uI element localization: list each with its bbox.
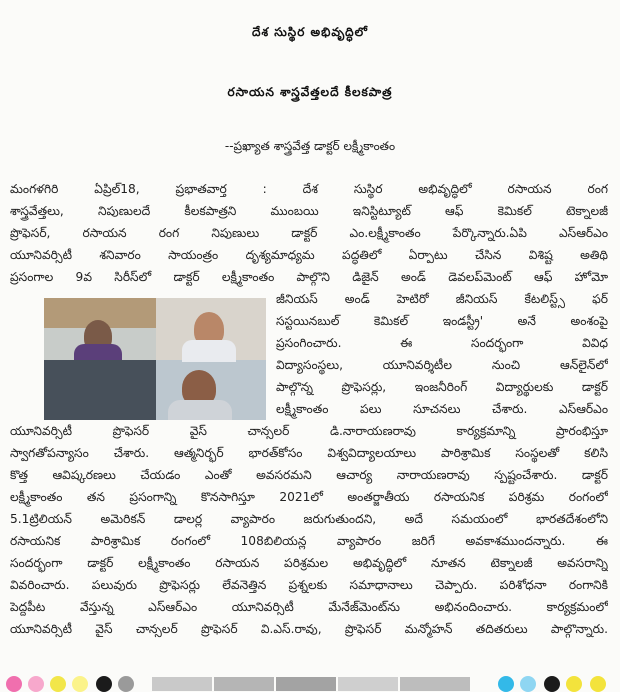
article-line: శాస్త్రవేత్తలు, నిపుణులదే కీలకపాత్రని ముంబయి ఇనిస్టిట్యూట్ ఆఫ్ కెమికల్ టెక్నాలజీ [10, 204, 608, 218]
headline-line-1: దేశ సుస్థిర అభివృద్ధిలో [251, 25, 368, 39]
article-line: లక్ష్మీకాంతం తన ప్రసంగాన్ని కొనసాగిస్తూ 2021లో అంతర్జాతీయ రసాయనిక పరిశ్రమ రంగంలో [10, 490, 608, 504]
article-line: యూనివర్సిటీ వైస్ చాన్సలర్ ప్రొఫెసర్ వి.ఎస్.రావు, ప్రొఫెసర్ మన్మోహన్ తదితరులు పాల్గొన్నారు. [10, 622, 608, 636]
registration-dot [72, 676, 88, 692]
article-line: స్వాగతోపన్యాసం చేశారు. ఆత్మనిర్భర్ భారత్‌కోసం విశ్వవిద్యాలయాలు పారిశ్రామిక సంస్థలతో కలిసి [10, 446, 608, 460]
article-line: యూనివర్సిటీ శనివారం సాయంత్రం దృశ్యమాధ్యమ పద్ధతిలో ఏర్పాటు చేసిన విశిష్ట అతిథి [10, 248, 608, 262]
article-line: రసాయనిక పారిశ్రామిక రంగంలో 108బిలియన్ల వ్యాపారం జరిగే అవకాశముందన్నారు. ఈ [10, 534, 608, 548]
article-line: ప్రసంగాల 9వ సిరీస్‌లో డాక్టర్ లక్ష్మీకాంతం పాల్గొని డిజైన్ అండ్ డెవలప్‌మెంట్ ఆఫ్ హోమో [10, 270, 608, 284]
article-line: ప్రసంగించారు. ఈ సందర్భంగా వివిధ [276, 336, 608, 350]
article-top-block [10, 178, 608, 288]
article-line: సస్టయినబుల్ కెమికల్ ఇండస్ట్రీ' అనే అంశంపై [276, 314, 608, 328]
photo-tile-3 [44, 360, 156, 420]
article-line: యూనివర్సిటీ ప్రొఫెసర్ వైస్ చాన్సలర్ డి.నారాయణరావు కార్యక్రమాన్ని ప్రారంభిస్తూ [10, 424, 608, 438]
article-line: 5.1ట్రిలియన్ అమెరికన్ డాలర్ల వ్యాపారం జరుగుతుందని, అదే సమయంలో భారతదేశంలోని [10, 512, 608, 526]
gray-bar [400, 677, 470, 691]
article-line: వివరించారు. పలువురు ప్రొఫెసర్లు లేవనెత్తిన ప్రశ్నలకు సమాధానాలు చెప్పారు. పరిశోధనా రంగానికి [10, 578, 608, 592]
article-line: విద్యాసంస్థలు, యూనివర్శిటీల నుంచి ఆన్‌లైన్‌లో [276, 358, 608, 372]
registration-dot [28, 676, 44, 692]
registration-dot [566, 676, 582, 692]
article-line: జీనియస్ అండ్ హెటిరో జీనియస్ కేటలిస్ట్స్ ఫర్ [276, 292, 608, 306]
gray-bar [152, 677, 212, 691]
registration-dot [118, 676, 134, 692]
article-bottom-block [10, 420, 608, 640]
gray-bar [338, 677, 398, 691]
registration-dot [590, 676, 606, 692]
registration-dot [498, 676, 514, 692]
article-wrap-block [276, 288, 608, 420]
headline-subtitle: --ప్రఖ్యాత శాస్త్రవేత్త డాక్టర్ లక్ష్మీకాంతం [224, 139, 396, 153]
registration-dot [520, 676, 536, 692]
registration-dot [96, 676, 112, 692]
headline-line-2: రసాయన శాస్త్రవేత్తలదే కీలకపాత్ర [227, 85, 393, 99]
article-line: ప్రొఫెసర్, రసాయన రంగ నిపుణులు డాక్టర్ ఎం.లక్ష్మీకాంతం పేర్కొన్నారు.ఏపి ఎస్ఆర్ఎం [10, 226, 608, 240]
registration-dot [6, 676, 22, 692]
article-line: కొత్త ఆవిష్కరణలు చేయడం ఎంతో అవసరమని ఆచార్య నారాయణరావు స్పష్టంచేశారు. డాక్టర్ [10, 468, 608, 482]
registration-dot [544, 676, 560, 692]
gray-bar [276, 677, 336, 691]
article-line: లక్ష్మీకాంతం పలు సూచనలు చేశారు. ఎస్ఆర్ఎం [276, 402, 608, 416]
photo-tile-1 [44, 298, 156, 360]
gray-bar [214, 677, 274, 691]
registration-dot [50, 676, 66, 692]
article-line: మంగళగిరి ఏప్రిల్18, ప్రభాతవార్త : దేశ సుస్థిర అభివృద్ధిలో రసాయన రంగ [10, 182, 608, 196]
video-conference-photo [44, 298, 266, 420]
article-line: పెద్దపీట వేస్తున్న ఎస్ఆర్ఎం యూనివర్సిటీ మేనేజ్‌మెంట్‌ను అభినందించారు. కార్యక్రమంలో [10, 600, 608, 614]
article-line: సందర్భంగా డాక్టర్ లక్ష్మీకాంతం రసాయన పరిశ్రమల అభివృద్ధిలో నూతన టెక్నాలజీ అవసరాన్ని [10, 556, 608, 570]
article-line: పాల్గొన్న ప్రొఫెసర్లు, ఇంజనీరింగ్ విద్యార్థులకు డాక్టర్ [276, 380, 608, 394]
